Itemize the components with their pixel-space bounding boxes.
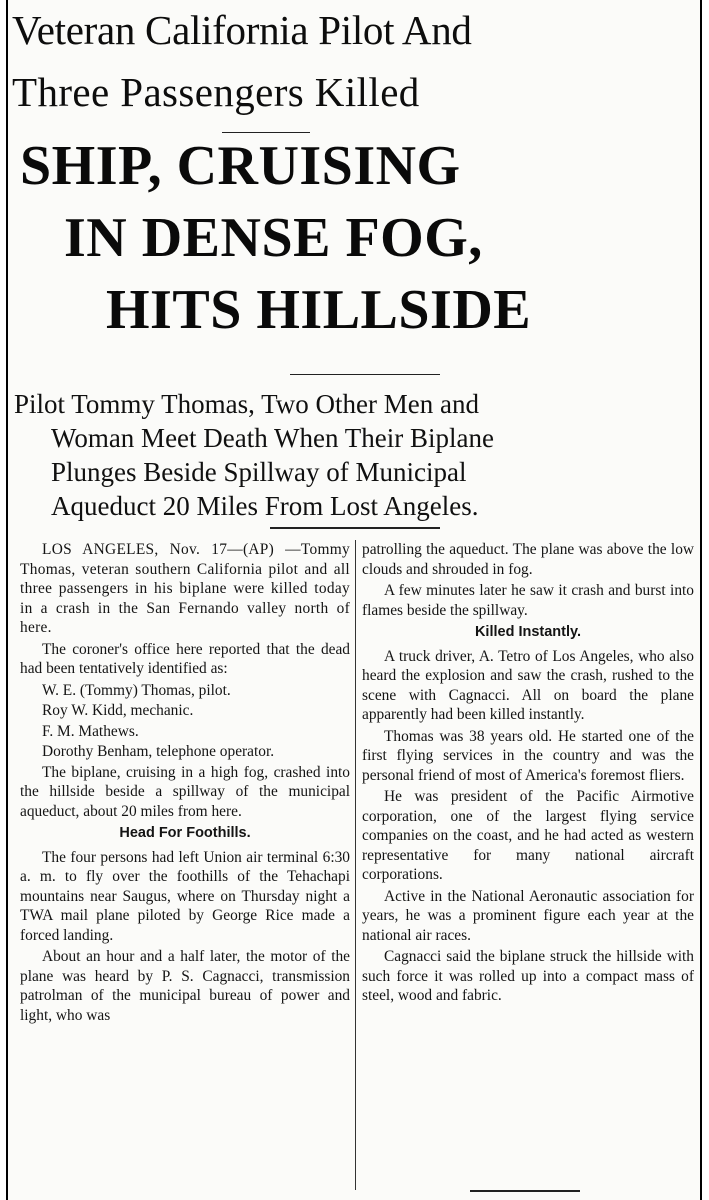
paragraph: A few minutes later he saw it crash and burst into flames beside the spillway. <box>362 582 694 619</box>
victim-list-item: W. E. (Tommy) Thomas, pilot. <box>42 681 231 699</box>
headline-main-line1: SHIP, CRUISING <box>20 135 461 197</box>
paragraph: Thomas was 38 years old. He started one of the first flying services in the country and was the personal friend of most of America's foremost fliers. <box>362 727 694 784</box>
scan-edge-left <box>6 0 8 1200</box>
subhead: Killed Instantly. <box>474 624 582 640</box>
paragraph: Cagnacci said the biplane struck the hillside with such force it was rolled up into a compact mass of steel, wood and fabric. <box>362 948 694 1004</box>
paragraph: He was president of the Pacific Airmotive corporation, one of the largest flying service companies on the coast, and he had acted as western representative for many national aircraft corporations. <box>362 788 694 883</box>
deck-line2: Woman Meet Death When Their Biplane <box>51 423 494 453</box>
deck-headline <box>14 387 694 523</box>
deck-line1: Pilot Tommy Thomas, Two Other Men and <box>14 389 479 419</box>
article-column-1 <box>20 540 350 1027</box>
paragraph: The biplane, cruising in a high fog, crashed into the hillside beside a spillway of the municipal aqueduct, about 20 miles from here. <box>20 763 350 820</box>
column-divider <box>355 540 356 1190</box>
scan-edge-right <box>700 0 702 1200</box>
paragraph: About an hour and a half later, the motor of the plane was heard by P. S. Cagnacci, transmission patrolman of the municipal bureau of power and light, who was <box>20 948 350 1024</box>
paragraph: patrolling the aqueduct. The plane was above the low clouds and shrouded in fog. <box>362 541 694 578</box>
end-rule <box>470 1190 580 1192</box>
paragraph: Active in the National Aeronautic association for years, he was a prominent figure each year at the national air races. <box>362 887 694 944</box>
victim-list-item: Roy W. Kidd, mechanic. <box>42 702 194 719</box>
headline-top-line1: Veteran California Pilot And <box>12 7 472 53</box>
headline-main <box>14 130 694 346</box>
paragraph: A truck driver, A. Tetro of Los Angeles, who also heard the explosion and saw the crash, rushed to the scene with Cagnacci. All on board the plane apparently had been killed instantly. <box>362 647 694 723</box>
article-column-2 <box>362 540 694 1008</box>
deck-rule-top <box>290 374 440 375</box>
paragraph: The four persons had left Union air terminal 6:30 a. m. to fly over the foothills of the Tehachapi mountains near Saugus, where on Thursday night a TWA mail plane piloted by George Rice made a forced landing. <box>20 848 350 944</box>
headline-main-line2: IN DENSE FOG, <box>64 207 483 269</box>
paragraph: The coroner's office here reported that the dead had been tentatively identified as: <box>20 640 350 677</box>
deck-line3: Plunges Beside Spillway of Municipal <box>51 457 467 487</box>
deck-rule-bottom <box>270 527 440 529</box>
headline-main-line3: HITS HILLSIDE <box>106 279 532 341</box>
paragraph: LOS ANGELES, Nov. 17—(AP) —Tommy Thomas, veteran southern California pilot and all three passengers in his biplane were killed today in a crash in the San Fernando valley north of here. <box>20 541 350 636</box>
subhead: Head For Foothills. <box>119 825 251 841</box>
victim-list-item: F. M. Mathews. <box>42 722 139 740</box>
headline-top <box>12 6 702 116</box>
headline-top-line2: Three Passengers Killed <box>12 69 420 115</box>
victim-list-item: Dorothy Benham, telephone operator. <box>42 743 275 760</box>
deck-line4: Aqueduct 20 Miles From Lost Angeles. <box>51 491 479 521</box>
